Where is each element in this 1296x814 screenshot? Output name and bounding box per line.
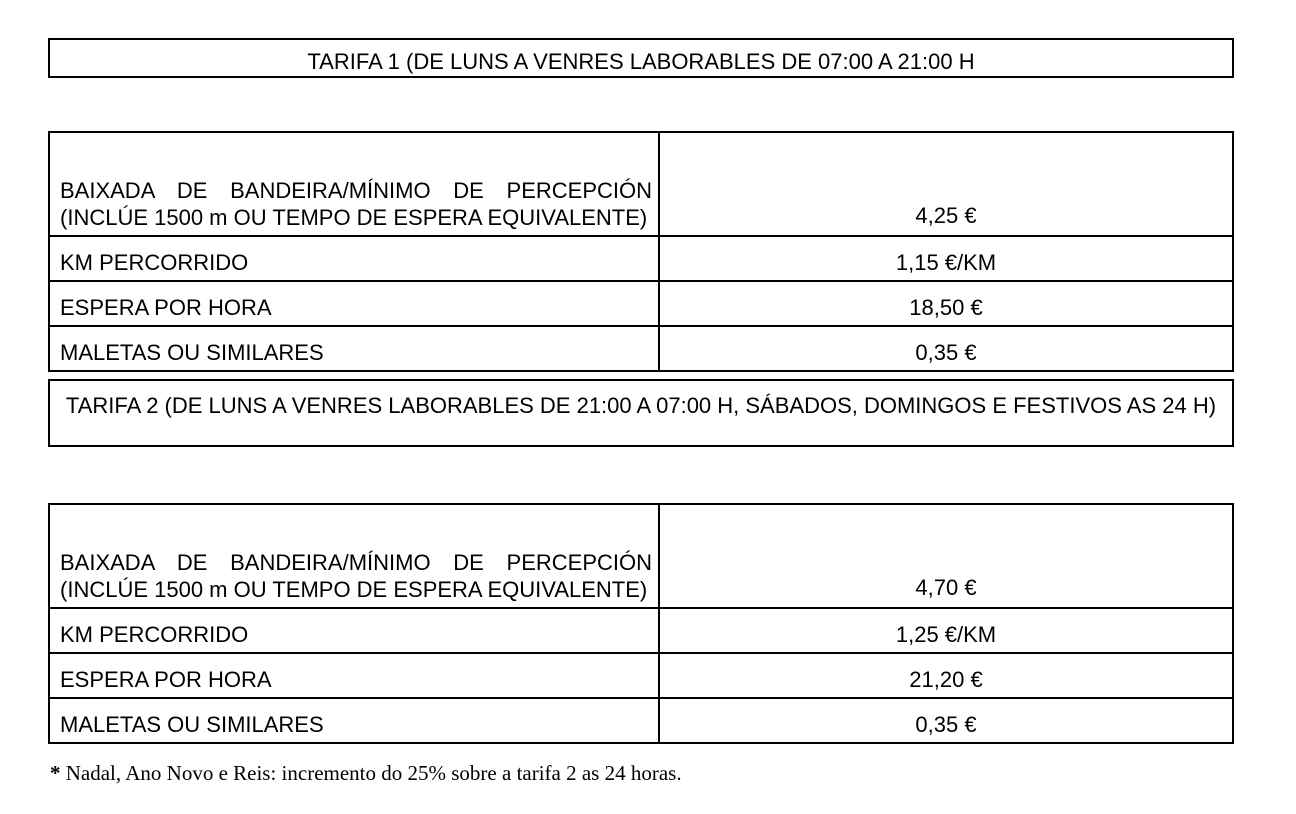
footnote-asterisk: * xyxy=(50,761,61,785)
rate-label-cell xyxy=(49,698,659,743)
table-row xyxy=(49,281,1233,326)
rate-label: MALETAS OU SIMILARES xyxy=(60,712,324,737)
tarifa-2-table xyxy=(48,503,1234,744)
rate-value: 21,20 € xyxy=(659,653,1233,698)
rate-value: 0,35 € xyxy=(659,326,1233,371)
rate-value: 1,15 €/KM xyxy=(659,236,1233,281)
rate-value: 4,70 € xyxy=(659,504,1233,608)
table-row xyxy=(49,504,1233,608)
rate-label: MALETAS OU SIMILARES xyxy=(60,340,324,365)
table-row xyxy=(49,698,1233,743)
rate-label: ESPERA POR HORA xyxy=(60,295,272,320)
table-row xyxy=(49,236,1233,281)
rate-label-cell xyxy=(49,608,659,653)
rate-label: BAIXADA DE BANDEIRA/MÍNIMO DE PERCEPCIÓN (INCLÚE 1500 m OU TEMPO DE ESPERA EQUIVALENTE) xyxy=(60,550,652,602)
footnote xyxy=(50,760,682,786)
tarifa-1-table xyxy=(48,131,1234,372)
table-row xyxy=(49,132,1233,236)
rate-label: BAIXADA DE BANDEIRA/MÍNIMO DE PERCEPCIÓN (INCLÚE 1500 m OU TEMPO DE ESPERA EQUIVALENTE) xyxy=(60,178,652,230)
rate-label-cell xyxy=(49,326,659,371)
table-row xyxy=(49,326,1233,371)
footnote-text: Nadal, Ano Novo e Reis: incremento do 25% sobre a tarifa 2 as 24 horas. xyxy=(65,761,682,785)
rate-value: 0,35 € xyxy=(659,698,1233,743)
rate-value: 4,25 € xyxy=(659,132,1233,236)
tarifa-1-title: TARIFA 1 (DE LUNS A VENRES LABORABLES DE 07:00 A 21:00 H xyxy=(48,38,1234,78)
rate-label-cell xyxy=(49,132,659,236)
rate-label: KM PERCORRIDO xyxy=(60,622,249,647)
rate-label: ESPERA POR HORA xyxy=(60,667,272,692)
rate-label-cell xyxy=(49,236,659,281)
rate-label: KM PERCORRIDO xyxy=(60,250,249,275)
table-row xyxy=(49,608,1233,653)
tarifa-2-title: TARIFA 2 (DE LUNS A VENRES LABORABLES DE 21:00 A 07:00 H, SÁBADOS, DOMINGOS E FESTIVOS AS 24 H) xyxy=(48,379,1234,447)
rate-label-cell xyxy=(49,281,659,326)
rate-label-cell xyxy=(49,653,659,698)
table-row xyxy=(49,653,1233,698)
rate-label-cell xyxy=(49,504,659,608)
rate-value: 1,25 €/KM xyxy=(659,608,1233,653)
rate-value: 18,50 € xyxy=(659,281,1233,326)
